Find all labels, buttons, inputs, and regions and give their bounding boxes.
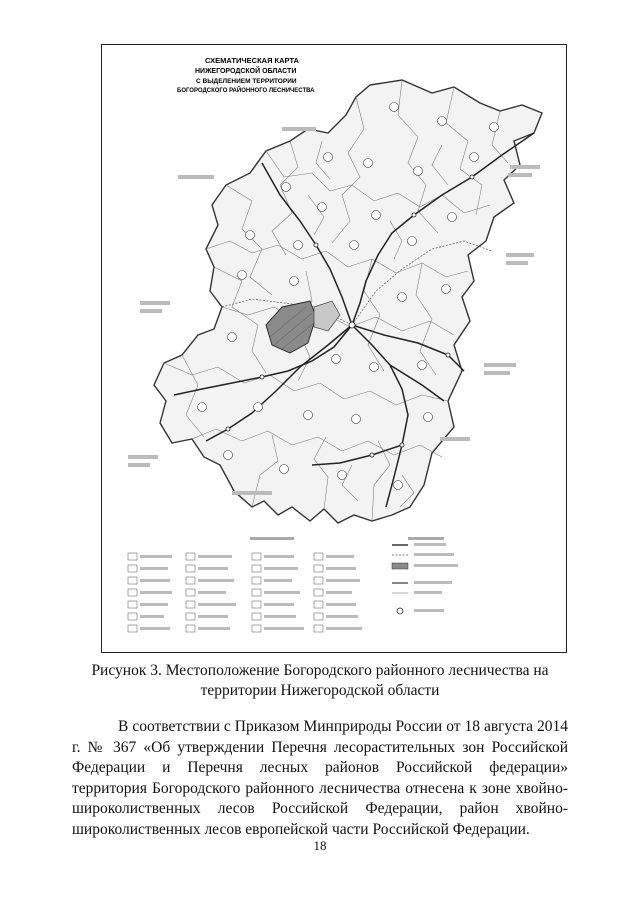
schematic-map bbox=[101, 44, 567, 653]
map-title-line1: СХЕМАТИЧЕСКАЯ КАРТА bbox=[205, 56, 299, 65]
map-title-line3: С ВЫДЕЛЕНИЕМ ТЕРРИТОРИИ bbox=[196, 78, 297, 85]
caption-line-1: Рисунок 3. Местоположение Богородского районного лесничества на bbox=[91, 662, 549, 679]
page-number: 18 bbox=[313, 838, 327, 853]
map-drawing bbox=[102, 45, 568, 654]
region-outline bbox=[154, 80, 542, 523]
map-legend bbox=[128, 537, 458, 632]
figure-caption bbox=[80, 661, 560, 701]
body-paragraph: В соответствии с Приказом Минприроды России от 18 августа 2014 г. № 367 «Об утверждении Перечня лесорастительных зон Российской Федерации и Перечня лесных районов Российской федерации» территория Богородского районного лесничества отнесена к зоне хвойно-широколиственных лесов Российской Федерации, район хвойно-широколиственных лесов европейской части Российской Федерации. bbox=[72, 718, 568, 838]
map-title-line2: НИЖЕГОРОДСКОЙ ОБЛАСТИ bbox=[195, 68, 297, 75]
caption-line-2: территории Нижегородской области bbox=[200, 682, 440, 699]
map-title-line4: БОГОРОДСКОГО РАЙОННОГО ЛЕСНИЧЕСТВА bbox=[177, 88, 315, 94]
